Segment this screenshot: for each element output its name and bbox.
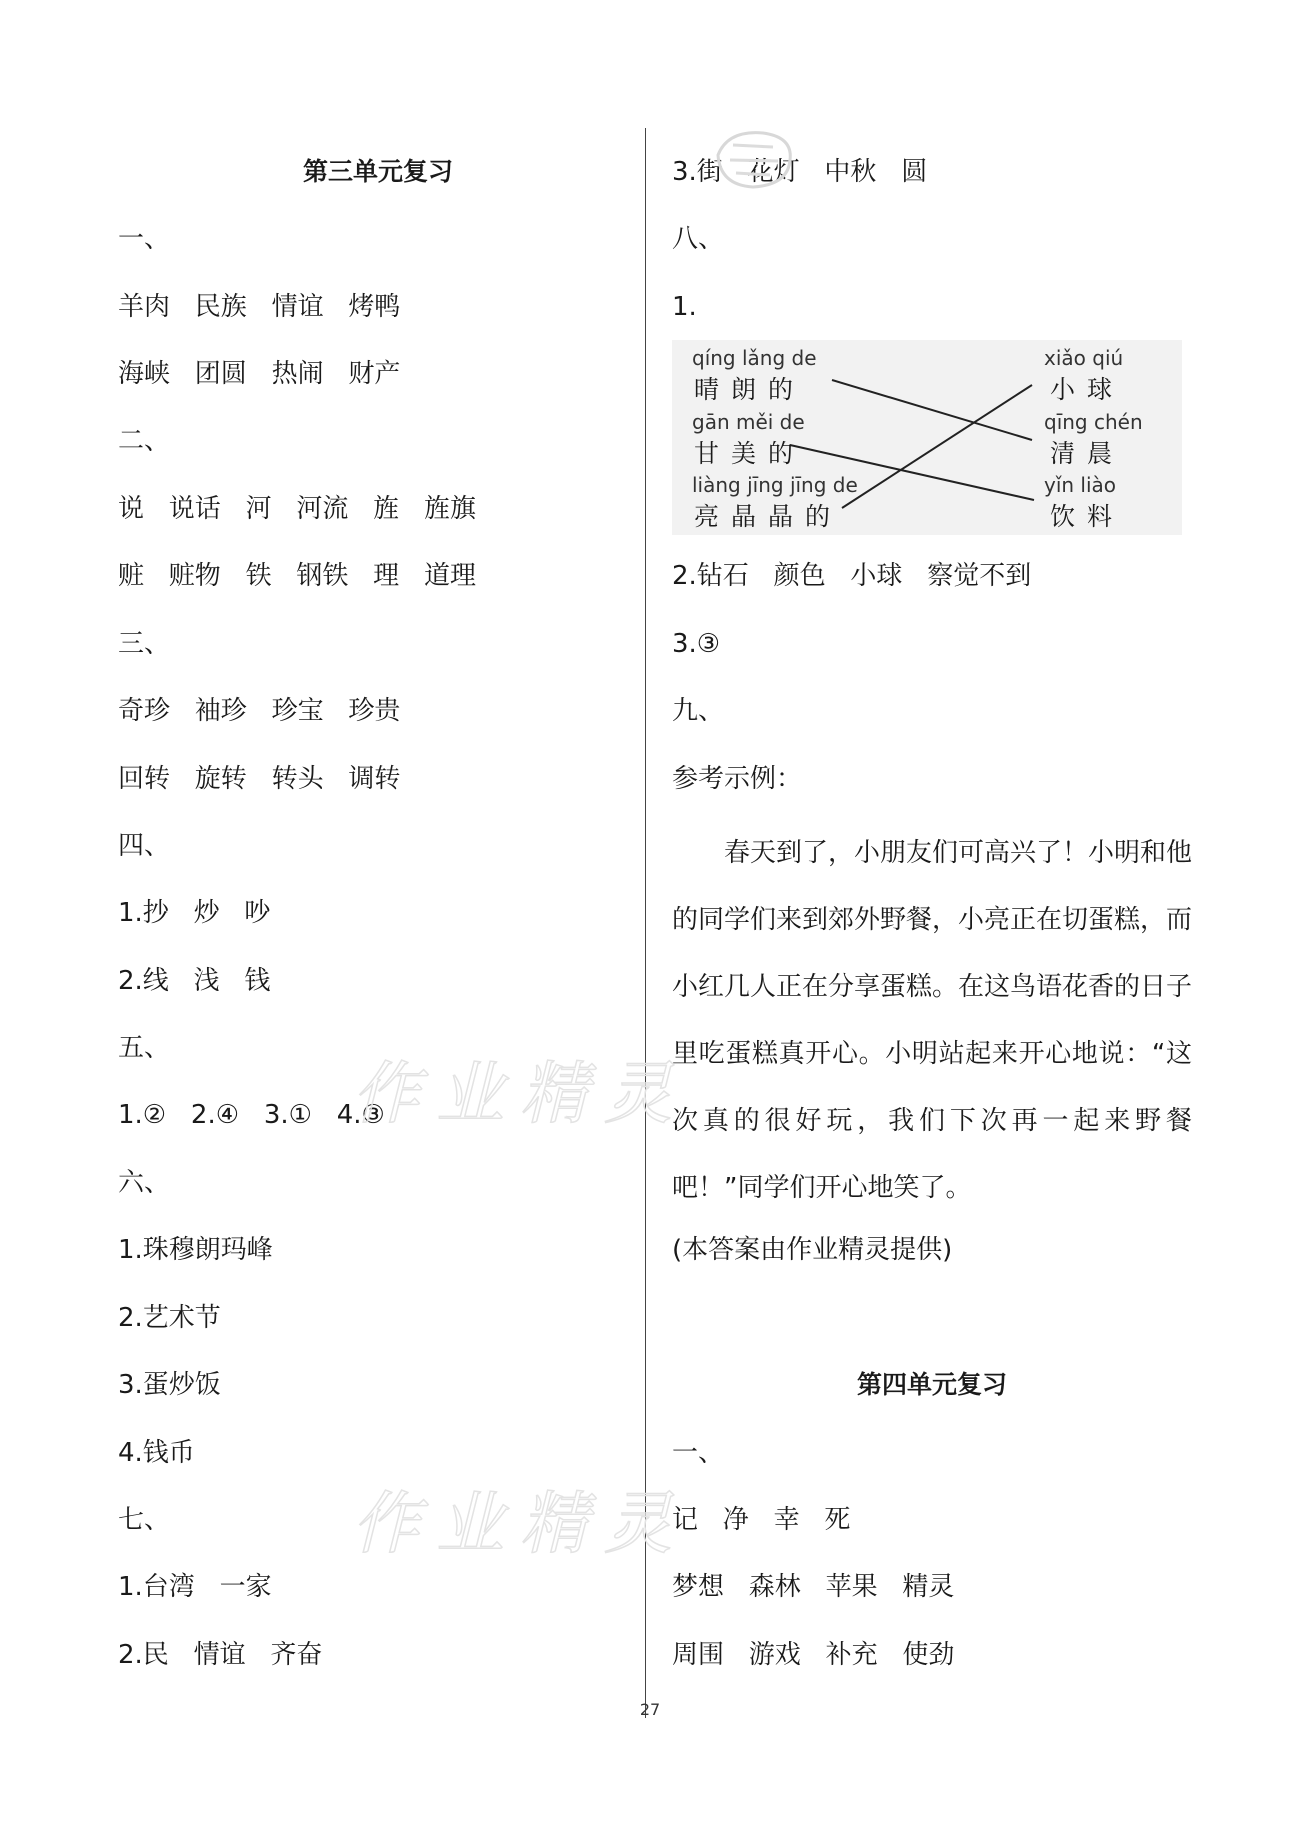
pinyin-left-2: gān měi de [692, 410, 805, 434]
section-title: 第四单元复习 [856, 1370, 1007, 1399]
answer-line: 周围 游戏 补充 使劲 [672, 1640, 955, 1670]
match-line [842, 385, 1032, 508]
answer-line: 一、 [118, 224, 171, 254]
essay-text: 春天到了，小朋友们可高兴了！小明和他的同学们来到郊外野餐，小亮正在切蛋糕，而小红几人正在分享蛋糕。在这鸟语花香的日子里吃蛋糕真开心。小明站起来开心地说：“这次真的很好玩，我们下次再一起来野餐吧！”同学们开心地笑了。 [672, 838, 1193, 1203]
word-right-2: 清晨 [1050, 439, 1125, 468]
answer-line: (本答案由作业精灵提供) [672, 1235, 953, 1265]
answer-line: 2.艺术节 [118, 1303, 221, 1333]
answer-line: 1.珠穆朗玛峰 [118, 1235, 273, 1265]
pinyin-left-1: qíng lǎng de [692, 346, 817, 370]
answer-line: 1.台湾 一家 [118, 1572, 272, 1602]
stamp-icon [708, 125, 798, 195]
pinyin-right-3: yǐn liào [1044, 473, 1117, 497]
answer-line: 九、 [672, 696, 725, 726]
answer-line: 二、 [118, 426, 171, 456]
pinyin-right-2: qīng chén [1044, 410, 1143, 434]
answer-line: 五、 [118, 1033, 171, 1063]
answer-line: 赃 赃物 铁 钢铁 理 道理 [118, 561, 476, 591]
pinyin-right-1: xiǎo qiú [1044, 346, 1124, 370]
word-right-1: 小球 [1050, 375, 1125, 404]
answer-line: 三、 [118, 629, 171, 659]
reference-essay [672, 820, 1192, 1222]
page-number: 27 [639, 1700, 661, 1719]
answer-line: 六、 [118, 1168, 171, 1198]
answer-line: 七、 [118, 1505, 171, 1535]
answer-line: 3.街 花灯 中秋 圆 [672, 157, 928, 187]
answer-line: 梦想 森林 苹果 精灵 [672, 1572, 955, 1602]
watermark-1: 作业精灵 [352, 1055, 689, 1134]
word-left-3: 亮晶晶的 [694, 502, 843, 531]
answer-line: 1. [672, 292, 697, 322]
answer-line: 3.蛋炒饭 [118, 1370, 221, 1400]
answer-line: 回转 旋转 转头 调转 [118, 764, 401, 794]
answer-line: 参考示例： [672, 764, 803, 794]
pinyin-left-3: liàng jīng jīng de [692, 473, 858, 497]
answer-line: 奇珍 袖珍 珍宝 珍贵 [118, 696, 401, 726]
watermark-2: 作业精灵 [352, 1485, 689, 1564]
word-left-2: 甘美的 [694, 439, 806, 468]
answer-line: 四、 [118, 831, 171, 861]
answer-line: 2.钻石 颜色 小球 察觉不到 [672, 561, 1032, 591]
answer-line: 一、 [672, 1438, 725, 1468]
answer-line: 3.③ [672, 629, 721, 659]
answer-line: 1.抄 炒 吵 [118, 898, 271, 928]
answer-line: 2.民 情谊 齐奋 [118, 1640, 323, 1670]
answer-line: 说 说话 河 河流 旌 旌旗 [118, 494, 476, 524]
answer-line: 1.② 2.④ 3.① 4.③ [118, 1100, 385, 1130]
answer-line: 记 净 幸 死 [672, 1505, 851, 1535]
answer-line: 羊肉 民族 情谊 烤鸭 [118, 292, 401, 322]
section-title: 第三单元复习 [302, 157, 453, 186]
matching-exercise [672, 340, 1182, 535]
answer-line: 4.钱币 [118, 1438, 195, 1468]
match-line [832, 380, 1032, 440]
answer-line: 2.线 浅 钱 [118, 966, 271, 996]
answer-line: 海峡 团圆 热闹 财产 [118, 359, 401, 389]
word-left-1: 晴朗的 [694, 375, 806, 404]
word-right-3: 饮料 [1050, 502, 1125, 531]
answer-line: 八、 [672, 224, 725, 254]
